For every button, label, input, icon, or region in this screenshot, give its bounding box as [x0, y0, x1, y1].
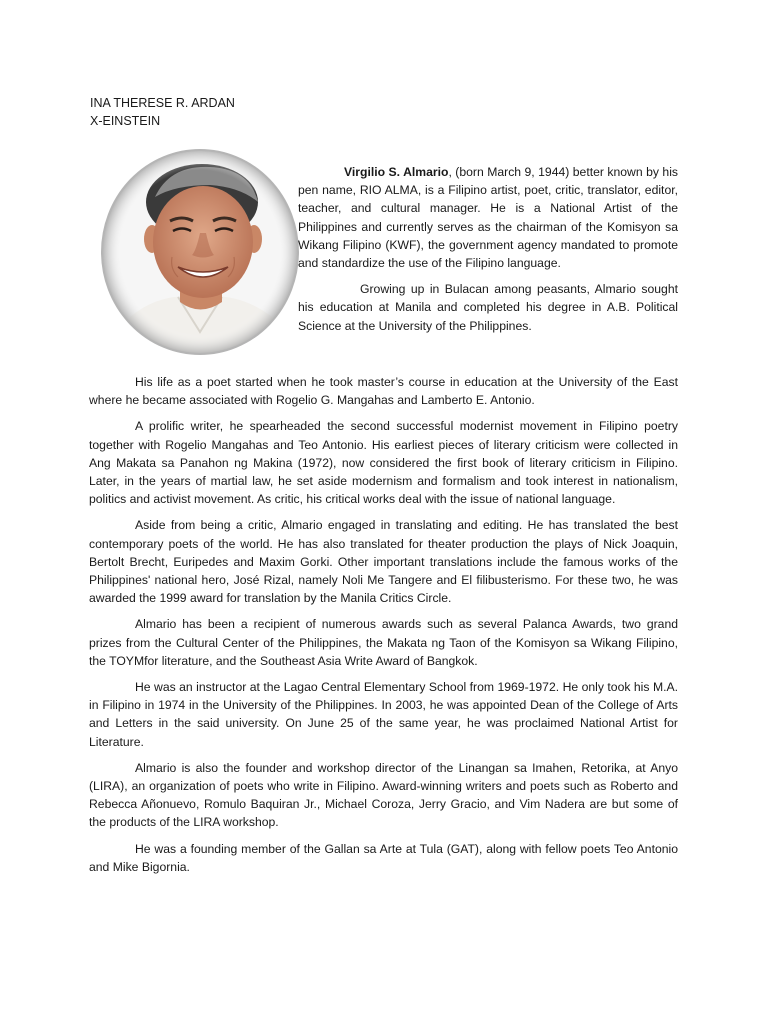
intro-paragraph-text: , (born March 9, 1944) better known by his pen name, RIO ALMA, is a Filipino artist, poet, critic, translator, editor, teacher, and cultural manager. He is a National Artist of the Philippines and currently serves as the chairman of the Komisyon sa Wikang Filipino (KWF), the government agency mandated to promote and standardize the use of the Filipino language.	[298, 165, 679, 271]
subject-name: Virgilio S. Almario	[344, 165, 449, 179]
early-life-paragraph: Growing up in Bulacan among peasants, Almario sought his education at Manila and completed his degree in A.B. Political Science at the University of the Philippines.	[298, 282, 678, 333]
body-paragraph: Aside from being a critic, Almario engaged in translating and editing. He has translated the best contemporary poets of the world. He has also translated for theater production the plays of Nick Joaquin, Bertolt Brecht, Euripedes and Maxim Gorki. Other important translations include the famous works of the Philippines' national hero, José Rizal, namely Noli Me Tangere and El filibusterismo. For these two, he was awarded the 1999 award for translation by the Manila Critics Circle.	[89, 518, 678, 606]
document-header	[90, 94, 235, 130]
author-name: INA THERESE R. ARDAN	[90, 96, 235, 110]
body-paragraph: He was an instructor at the Lagao Central Elementary School from 1969-1972. He only took his M.A. in Filipino in 1974 in the University of the Philippines. In 2003, he was appointed Dean of the College of Arts and Letters in the said university. On June 25 of the same year, he was proclaimed National Artist for Literature.	[89, 680, 678, 749]
body-paragraph: He was a founding member of the Gallan sa Arte at Tula (GAT), along with fellow poets Teo Antonio and Mike Bigornia.	[89, 841, 678, 874]
body-paragraph: Almario is also the founder and workshop director of the Linangan sa Imahen, Retorika, at Anyo (LIRA), an organization of poets who write in Filipino. Award-winning writers and poets such as Roberto and Rebecca Añonuevo, Romulo Baquiran Jr., Michael Coroza, Jerry Gracio, and Vim Nadera are but some of the products of the LIRA workshop.	[89, 760, 678, 830]
intro-section	[298, 163, 678, 343]
portrait-photo	[100, 147, 300, 357]
body-paragraph: A prolific writer, he spearheaded the second successful modernist movement in Filipino poetry together with Rogelio Mangahas and Teo Antonio. His earliest pieces of literary criticism were collected in Ang Makata sa Panahon ng Makina (1972), now considered the first book of literary criticism in Filipino. Later, in the years of martial law, he set aside modernism and formalism and took interest in nationalism, politics and activist movement. As critic, his critical works deal with the issue of national language.	[89, 419, 678, 507]
body-text	[89, 373, 678, 884]
intro-paragraph	[298, 163, 678, 272]
body-paragraph: His life as a poet started when he took master’s course in education at the University of the East where he became associated with Rogelio G. Mangahas and Lamberto E. Antonio.	[89, 375, 678, 408]
body-paragraph: Almario has been a recipient of numerous awards such as several Palanca Awards, two grand prizes from the Cultural Center of the Philippines, the Makata ng Taon of the Komisyon sa Wikang Filipino, the TOYMfor literature, and the Southeast Asia Write Award of Bangkok.	[89, 617, 678, 668]
class-section: X-EINSTEIN	[90, 114, 161, 128]
